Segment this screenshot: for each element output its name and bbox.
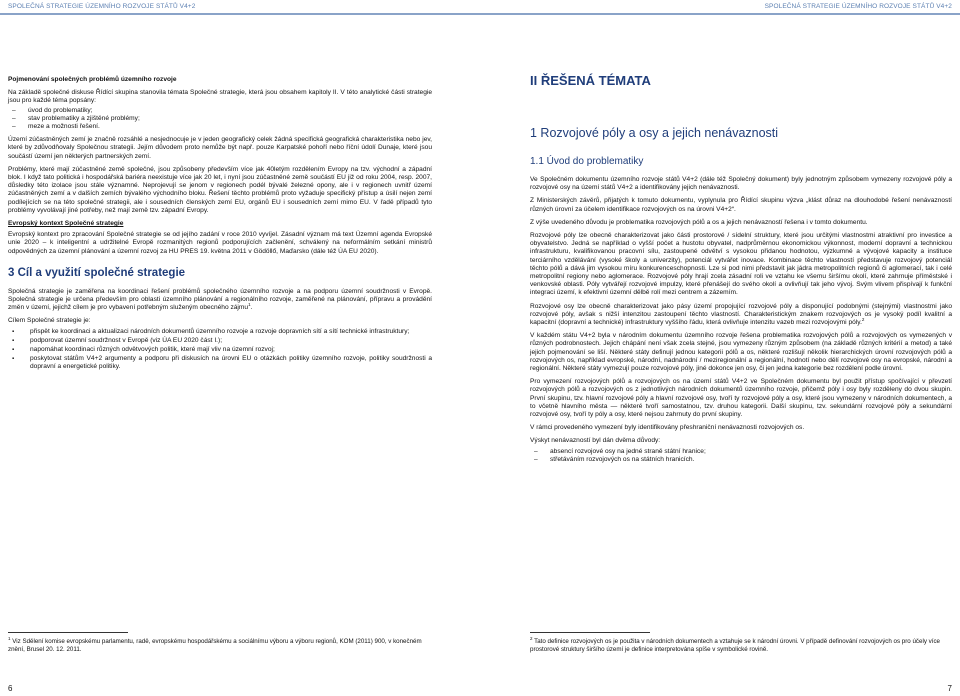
dash-item: – úvod do problematiky;: [8, 107, 432, 115]
footnote-rule: [8, 632, 128, 633]
bullet-item: ▪ poskytovat státům V4+2 argumenty a podporu při diskusích na úrovni EU o otázkách politiky územního rozvoje, politiky soudržnosti a dopravní a energetické politiky.: [8, 355, 432, 371]
dash-item: – meze a možnosti řešení.: [8, 123, 432, 131]
paragraph: Pro vymezení rozvojových pólů a rozvojových os na území států V4+2 ve Společném dokumentu byl použit přístup spočívající v převzetí rozvojových pólů a rozvojových os z jednotlivých národních dokumentů územního rozvoje, přičemž póly i osy byly rozděleny do dvou skupin. První skupinu, tzv. hlavní rozvojové póly a hlavní rozvojové osy, tvoří ty rozvojové póly a osy, které jsou vymezeny v národních dokumentech, a to včetně hlavního města — některé tvoří samostatnou, tzv. druhou kategorii. Další skupinu, tzv. sekundární rozvojové póly a sekundární rozvojové osy, tvoří ty póly a osy, které nejsou zahrnuty do první skupiny.: [530, 378, 952, 419]
header-rule: [480, 13, 960, 15]
subsection-title: 1.1 Úvod do problematiky: [530, 156, 644, 167]
paragraph: Rozvojové póly lze obecně charakterizovat jako části prostorové / sídelní struktury, které jsou určitými vlastnostmi atraktivní pro investice a obyvatelstvo. Jedná se například o vyšší počet a hustotu obyvatel, nadprůměrnou ekonomickou výkonnost, moderní dopravní a technickou infrastrukturu, kvalifikovanou pracovní sílu, zastoupené odvětví s vysokou přidanou hodnotou, výzkumné a vývojové kapacity a instituce terciárního vzdělávání (vysoké školy a univerzity), potenciál vytvářet inovace. Kombinace těchto vlastností představuje rozvojový potenciál těchto pólů a dává jim vysokou míru konkurenceschopnosti. Lze si pod nimi představit jak jádra metropolitních regionů či aglomerací, tak i celé metropolitní regiony nebo aglomerace. Rozvojové póly hrají zcela zásadní roli ve vztahu ke všemu širšímu okolí, které zahrnuje příměstské i venkovské oblasti. Póly vytvářejí rozvojové impulzy, které přenášejí do svého okolí a ovlivňují tak jeho vývoj. Svým vlivem přispívají k funkční integraci území, k efektivní územní dělbě rolí mezi centrem a zázemím.: [530, 232, 952, 297]
paragraph: Problémy, které mají zúčastněné země společné, jsou způsobeny především více jak 40letým rozdělením Evropy na tzv. východní a západní blok. I když tato politická i hospodářská bariéra neexistuje více jak 20 let, i nyní jsou zúčastněné země součástí EU již od roku 2004, resp. 2007, důsledky této izolace jsou stále významné. Neprojevují se jenom v regionech podél bývalé železné opony, ale i v regionech uvnitř území zúčastněných zemí a v dalších zemích bývalého východního bloku. Řešení těchto problémů proto vyžaduje specifický přístup a úsilí nejen zemí podílejících se na této společné strategii, ale i sousedních členských zemí EU, orgánů EU i sousedních zemí mimo EU. V řadě případů tyto problémy vyvolávají jiné potřeby, než mají země tzv. západní Evropy.: [8, 165, 432, 214]
page-number: 6: [8, 684, 13, 693]
dash-item: – absencí rozvojové osy na jedné straně státní hranice;: [530, 448, 952, 456]
right-column: [530, 176, 952, 464]
bullet-item: ▪ podporovat územní soudržnost v Evropě (viz ÚA EU 2020 část I.);: [8, 337, 432, 345]
bullet-item: ▪ napomáhat koordinaci různých odvětvových politik, které mají vliv na územní rozvoj;: [8, 346, 432, 354]
paragraph: Z Ministerských závěrů, přijatých k tomuto dokumentu, vyplynula pro Řídící skupinu výzva „klást důraz na dlouhodobé řešení nenávazností různých úrovní za účelem identifikace rozvojových os na úrovni V4+2“.: [530, 197, 952, 213]
paragraph: Cílem Společné strategie je:: [8, 317, 91, 325]
dash-item: – střetáváním rozvojových os na státních hranicích.: [530, 456, 952, 464]
chapter-title: II ŘEŠENÁ TÉMATA: [530, 73, 651, 88]
dash-item: – stav problematiky a zjištěné problémy;: [8, 115, 432, 123]
paragraph: Společná strategie je zaměřena na koordinaci řešení problémů společného územního rozvoje a na podporu územní soudržnosti v Evropě. Společná strategie je určena především pro oblasti územního plánování a regionálního rozvoje, zaměřené na plánování, přípravu a provádění změn v území, jejichž cílem je pro vybavení potřebným služeným obecného zájmu$^1$.: [8, 287, 432, 312]
paragraph: V každém státu V4+2 byla v národním dokumentu územního rozvoje řešena problematika rozvojových pólů a rozvojových os vymezených v různých podrobnostech. Jejich chápání není však zcela stejné, jsou vymezeny různým způsobem (na základě různých kritérií a metod) a také jejich pojmenování se liší. Některé státy definují jednou kategorii pólů a os, některé rozlišují několik hierarchických úrovní rozvojových pólů a rozvojových os, například evropské, národní, nadnárodní / meziregionální a regionální, hodnotí nebo dělí rozvojové osy na evropské, národní a regionální. Některé státy vymezují pouze rozvojové póly, jiné dokonce jen osy, či jen jedna kategorie bez rozdělení podle úrovní.: [530, 332, 952, 373]
left-column: [8, 76, 432, 373]
paragraph: Území zúčastněných zemí je značně rozsáhlé a nesjednocuje je v jeden geografický celek žádná specifická geografická charakteristika nebo jev, které by zdůvodňovaly Společnou strategii. Jejím důvodem proto nemůže být např. pouze Karpatské pohoří nebo říční údolí Dunaje, které jsou součástí území jen některých partnerských zemí.: [8, 136, 432, 160]
chapter-heading: 3 Cíl a využití společné strategie: [8, 266, 186, 279]
header-rule: [0, 13, 480, 15]
section-title: 1 Rozvojové póly a osy a jejich nenávaznosti: [530, 126, 779, 140]
running-header: SPOLEČNÁ STRATEGIE ÚZEMNÍHO ROZVOJE STÁTŮ V4+2: [764, 3, 952, 10]
paragraph: Ve Společném dokumentu územního rozvoje států V4+2 (dále též Společný dokument) byly jednotným způsobem vymezeny rozvojové póly a rozvojové osy na území států V4+2 a identifikovány jejich nenávaznosti.: [530, 176, 952, 192]
footnote: $^1$ Viz Sdělení komise evropskému parlamentu, radě, evropskému hospodářskému a sociálnímu výboru a výboru regionů, KOM (2011) 900, v konečném znění, Brusel 20. 12. 2011.: [8, 635, 422, 653]
paragraph: Z výše uvedeného důvodu je problematika rozvojových pólů a os a jejich nenávazností řešena i v tomto dokumentu.: [530, 218, 868, 226]
subheading: Evropský kontext Společné strategie: [8, 220, 124, 228]
intro-paragraph: Na základě společné diskuse Řídící skupina stanovila témata Společné strategie, která jsou obsahem kapitoly II. V této analytické části strategie jsou pro každé téma popsány:: [8, 89, 432, 105]
footnote: $^2$ Tato definice rozvojových os je použita v národních dokumentech a vztahuje se k národní úrovni. V případě definování rozvojových os pro účely více prostorové struktury širšího území je definice interpretována spíše v symbolické rovině.: [530, 635, 940, 653]
right-page: [480, 0, 960, 696]
paragraph: Výskyt nenávazností byl dán dvěma důvody:: [530, 437, 661, 445]
paragraph: Rozvojové osy lze obecně charakterizovat jako pásy území propojující rozvojové póly a disponující podobnými (stejnými) vlastnostmi jako rozvojové póly, avšak s nižší intenzitou zastoupení těchto vlastností. Charakteristickým znakem rozvojových os je vysoký podíl kvalitní a kapacitní (dopravní a technické) infrastruktury vyššího řádu, která ovlivňuje intenzitu vazeb mezi rozvojovými póly.$^2$: [530, 302, 952, 327]
running-header: SPOLEČNÁ STRATEGIE ÚZEMNÍHO ROZVOJE STÁTŮ V4+2: [8, 3, 196, 10]
paragraph: V rámci provedeného vymezení byly identifikovány přeshraniční nenávaznosti rozvojových os.: [530, 424, 805, 432]
bullet-item: ▪ přispět ke koordinaci a aktualizaci národních dokumentů územního rozvoje a rozvoje dopravních sítí a sítí technické infrastruktury;: [8, 328, 432, 336]
paragraph: Evropský kontext pro zpracování Společné strategie se od jejího zadání v roce 2010 vyvíjel. Zásadní význam má text Územní agenda Evropské unie 2020 – k inteligentní a udržitelné Evropě rozmanitých regionů podporujících začlenění, schválený na neformálním setkání ministrů odpovědných za územní plánování a územní rozvoj za HU PRES 19. května 2011 v Gödöllő, Maďarsko (dále též ÚA EU 2020).: [8, 231, 432, 255]
footnote-rule: [530, 632, 650, 633]
section-heading: Pojmenování společných problémů územního rozvoje: [8, 76, 177, 83]
page-number: 7: [947, 684, 952, 693]
